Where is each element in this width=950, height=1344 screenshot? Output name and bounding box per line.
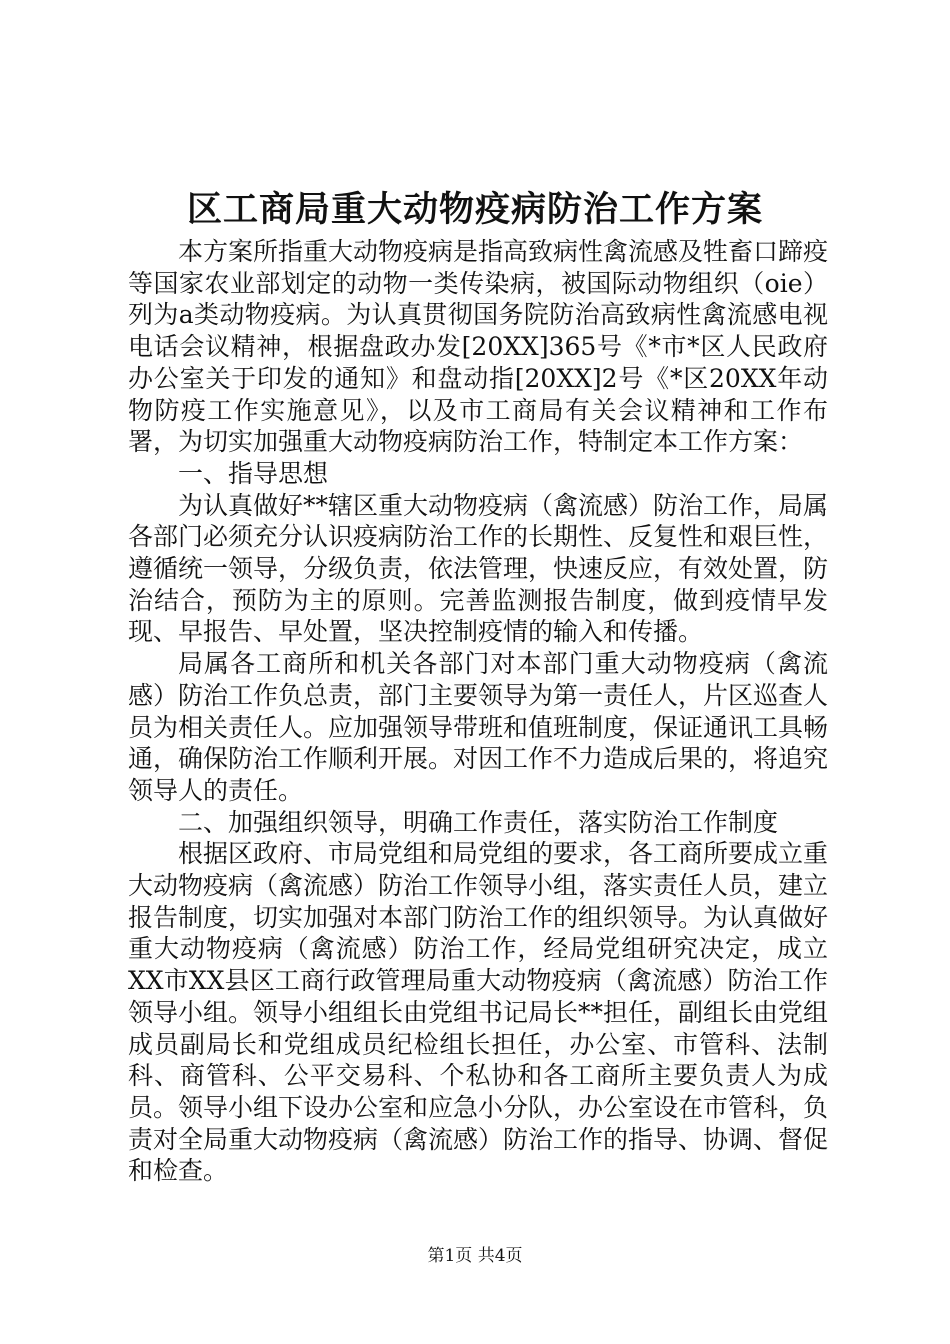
organization-paragraph: 根据区政府、市局党组和局党组的要求，各工商所要成立重大动物疫病（禽流感）防治工作领导小组，落实责任人员，建立报告制度，切实加强对本部门防治工作的组织领导。为认真做好重大动物疫病（禽流感）防治工作，经局党组研究决定，成立XX市XX县区工商行政管理局重大动物疫病（禽流感）防治工作领导小组。领导小组组长由党组书记局长**担任，副组长由党组成员副局长和党组成员纪检组长担任，办公室、市管科、法制科、商管科、公平交易科、个私协和各工商所主要负责人为成员。领导小组下设办公室和应急小分队，办公室设在市管科，负责对全局重大动物疫病（禽流感）防治工作的指导、协调、督促和检查。: [128, 839, 829, 1186]
document-title: 区工商局重大动物疫病防治工作方案: [186, 189, 763, 230]
section-heading-guiding-ideology: 一、指导思想: [178, 458, 329, 488]
responsibility-paragraph: 局属各工商所和机关各部门对本部门重大动物疫病（禽流感）防治工作负总责，部门主要领导为第一责任人，片区巡查人员为相关责任人。应加强领导带班和值班制度，保证通讯工具畅通，确保防治工作顺利开展。对因工作不力造成后果的，将追究领导人的责任。: [128, 649, 829, 805]
document-body: [128, 236, 828, 1187]
guiding-ideology-paragraph: 为认真做好**辖区重大动物疫病（禽流感）防治工作，局属各部门必须充分认识疫病防治工作的长期性、反复性和艰巨性，遵循统一领导，分级负责，依法管理，快速反应，有效处置，防治结合，预防为主的原则。完善监测报告制度，做到疫情早发现、早报告、早处置，坚决控制疫情的输入和传播。: [128, 490, 829, 647]
section-heading-organization: 二、加强组织领导，明确工作责任，落实防治工作制度: [178, 807, 779, 837]
intro-paragraph: 本方案所指重大动物疫病是指高致病性禽流感及牲畜口蹄疫等国家农业部划定的动物一类传染病，被国际动物组织（oie）列为a类动物疫病。为认真贯彻国务院防治高致病性禽流感电视电话会议精神，根据盘政办发[20XX]365号《*市*区人民政府办公室关于印发的通知》和盘动指[20XX]2号《*区20XX年动物防疫工作实施意见》，以及市工商局有关会议精神和工作布署，为切实加强重大动物疫病防治工作，特制定本工作方案：: [128, 237, 829, 457]
page-footer: 第1页 共4页: [427, 1246, 523, 1266]
